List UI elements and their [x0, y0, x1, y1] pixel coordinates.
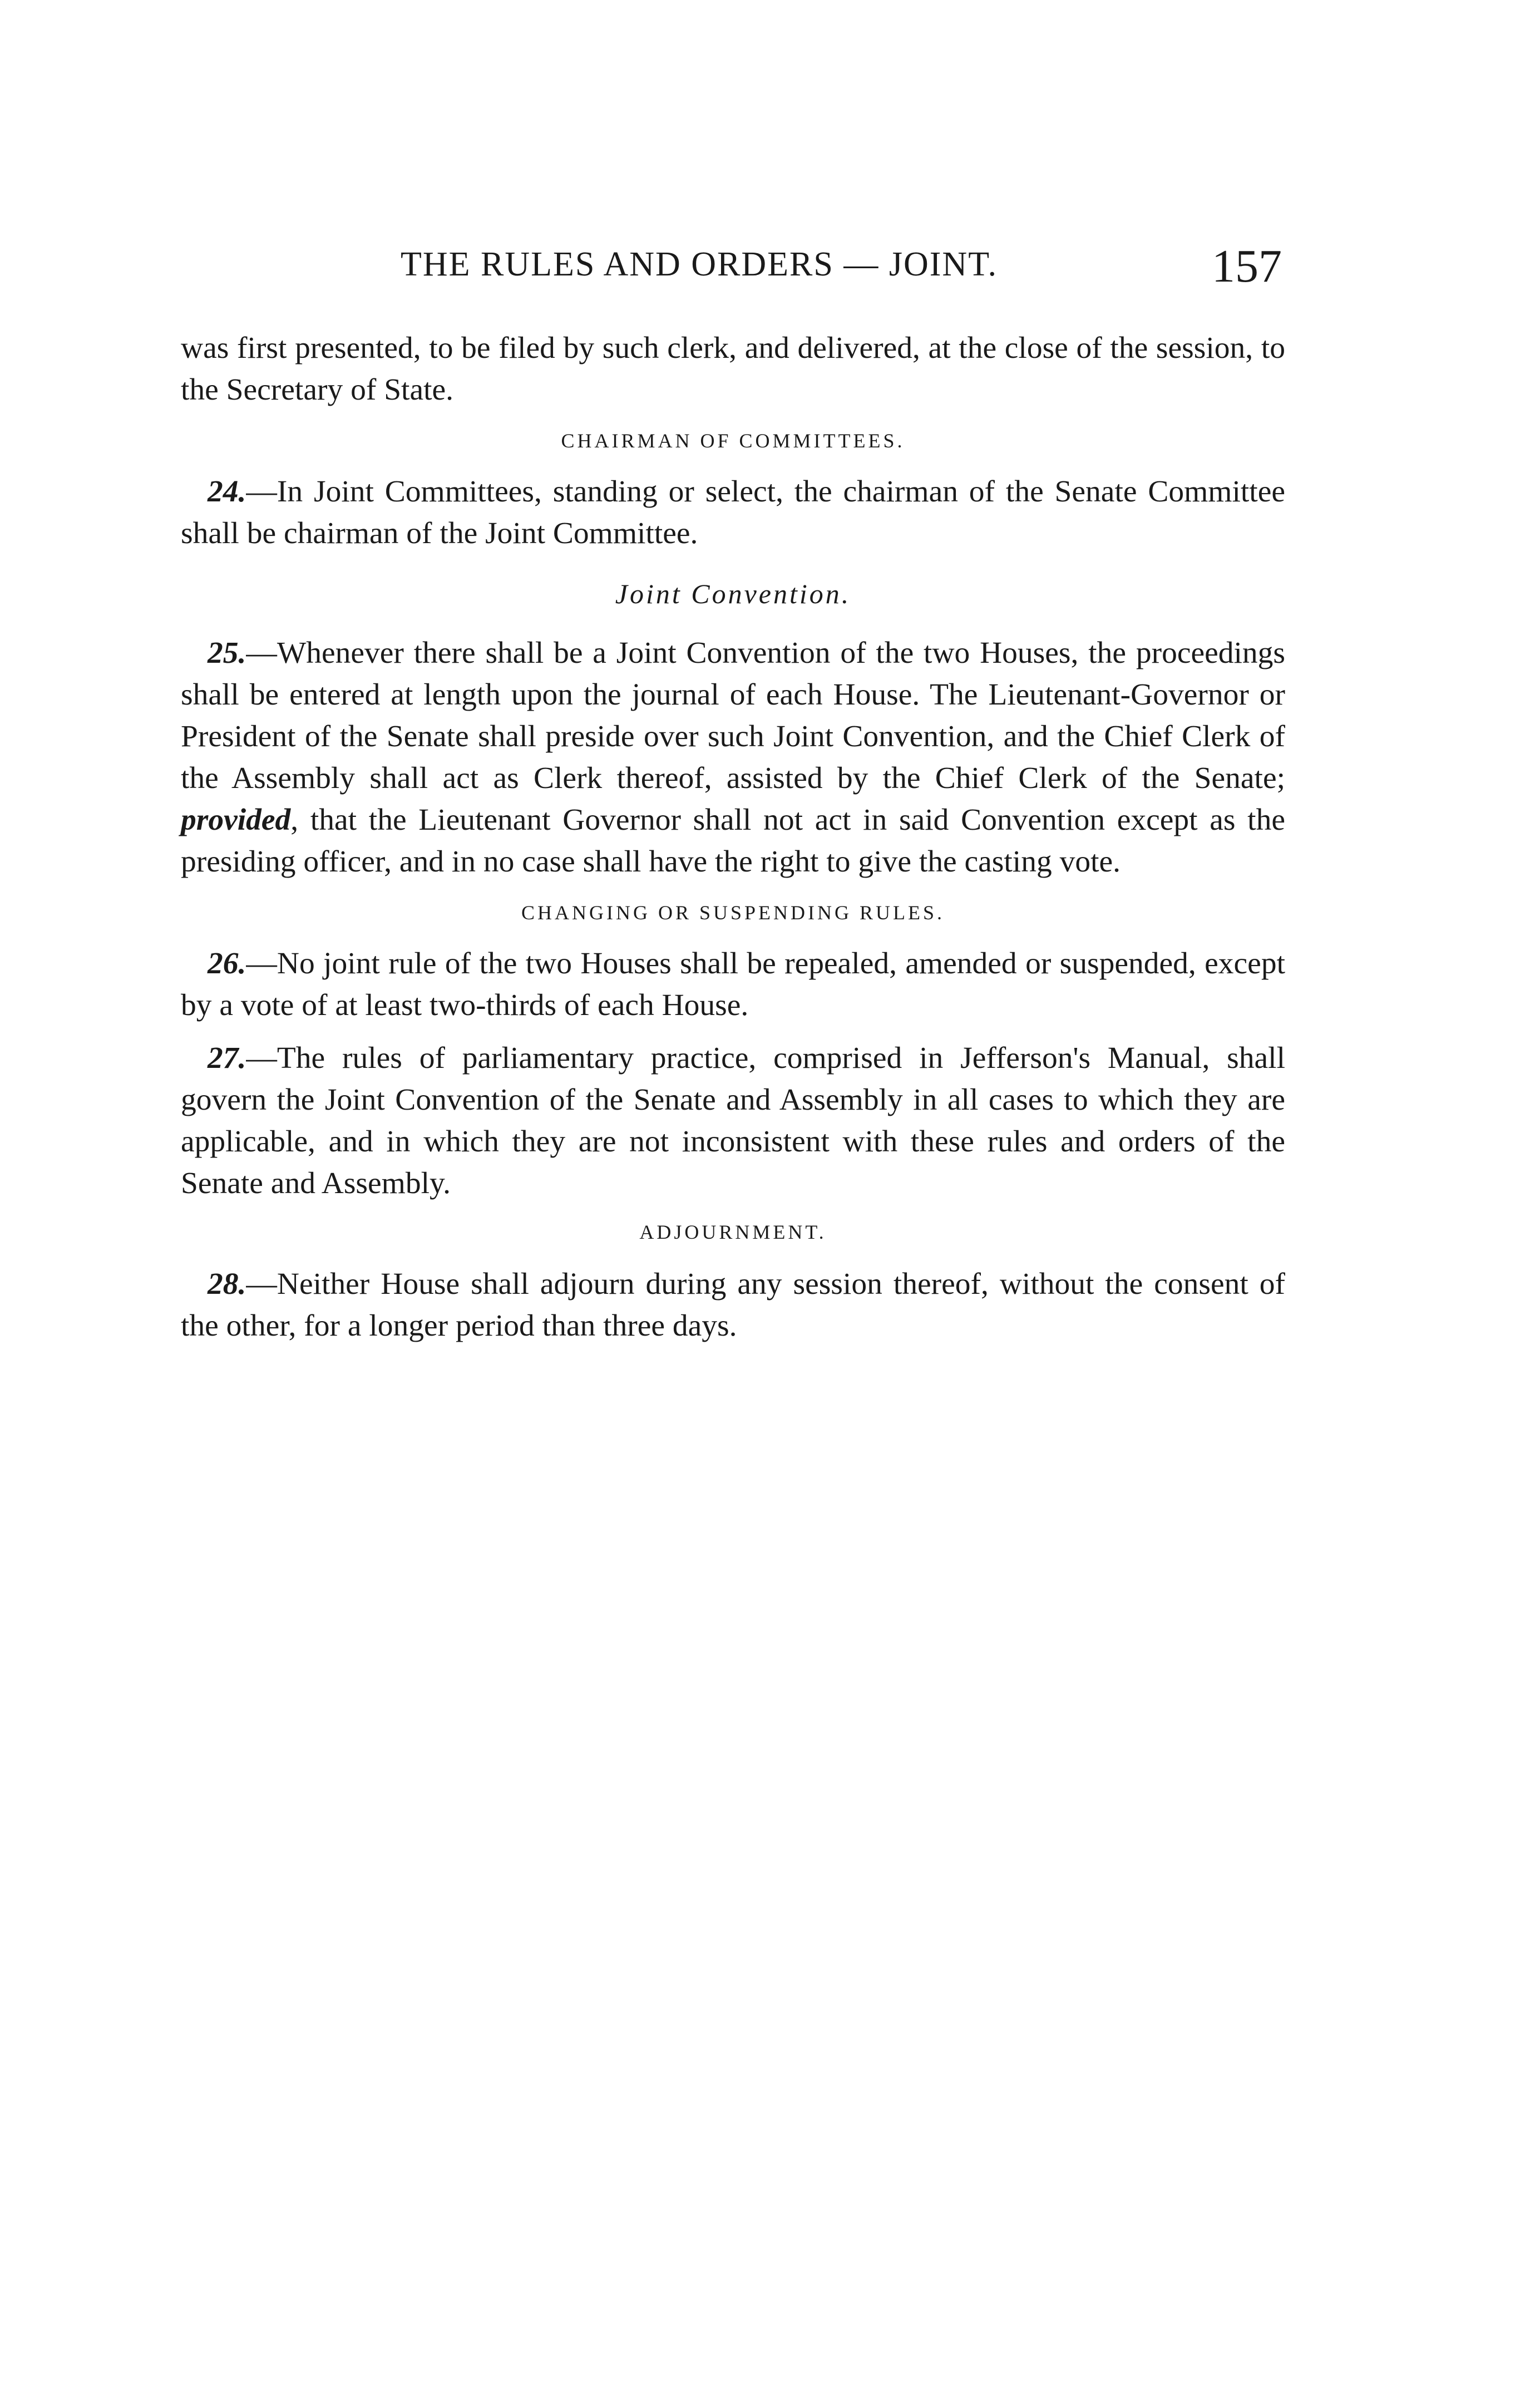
- rule-text: —The rules of parliamentary practice, comprised in Jefferson's Manual, shall govern the Joint Convention of the Senate and Assembly in all cases to which they are applicable, and in which they are not inconsistent with these rules and orders of the Senate and Assembly.: [181, 1041, 1285, 1200]
- section-heading-chairman: CHAIRMAN OF COMMITTEES.: [561, 430, 905, 452]
- rule-number: 26.: [208, 947, 246, 981]
- rule-27: [181, 1037, 1285, 1204]
- page-body: [181, 327, 1285, 1347]
- rule-emphasis: provided: [181, 803, 291, 837]
- continuation-paragraph: was first presented, to be filed by such clerk, and delivered, at the close of the session, to the Secretary of State.: [181, 331, 1285, 407]
- rule-number: 25.: [208, 636, 246, 670]
- rule-28: [181, 1263, 1285, 1347]
- running-head: THE RULES AND ORDERS — JOINT.: [401, 245, 998, 283]
- rule-text-continued: , that the Lieutenant Governor shall not act in said Convention except as the presiding officer, and in no case shall have the right to give the casting vote.: [181, 803, 1285, 879]
- section-heading-changing-rules: CHANGING OR SUSPENDING RULES.: [521, 902, 945, 924]
- rule-number: 27.: [208, 1041, 246, 1075]
- rule-24: [181, 471, 1285, 554]
- rule-26: [181, 943, 1285, 1026]
- section-heading-joint-convention: Joint Convention.: [615, 578, 851, 609]
- rule-25: [181, 632, 1285, 883]
- rule-number: 28.: [208, 1267, 246, 1301]
- section-heading-adjournment: ADJOURNMENT.: [639, 1221, 827, 1243]
- rule-number: 24.: [208, 475, 246, 509]
- rule-text: —No joint rule of the two Houses shall be repealed, amended or suspended, except by a vote of at least two-thirds of each House.: [181, 947, 1285, 1022]
- page-number: 157: [1212, 240, 1282, 292]
- rule-text: —Neither House shall adjourn during any session thereof, without the consent of the other, for a longer period than three days.: [181, 1267, 1285, 1343]
- rule-text: —Whenever there shall be a Joint Convention of the two Houses, the proceedings shall be entered at length upon the journal of each House. The Lieutenant-Governor or President of the Senate shall preside over such Joint Convention, and the Chief Clerk of the Assembly shall act as Clerk thereof, assisted by the Chief Clerk of the Senate;: [181, 636, 1285, 795]
- rule-text: —In Joint Committees, standing or select, the chairman of the Senate Committee shall be chairman of the Joint Committee.: [181, 475, 1285, 550]
